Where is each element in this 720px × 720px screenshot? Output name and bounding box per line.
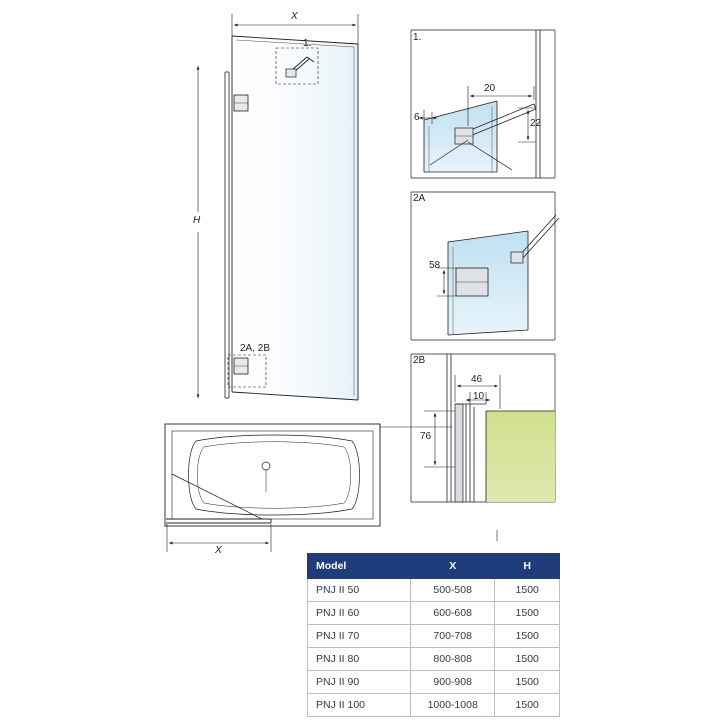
main-hinge-upper: [234, 95, 248, 111]
cell-x: 900-908: [410, 671, 494, 694]
cell-h: 1500: [495, 694, 560, 717]
detail-2a-hinge-plate: [456, 268, 488, 296]
cell-model: PNJ II 80: [308, 648, 411, 671]
cell-x: 800-808: [410, 648, 494, 671]
table-row: [308, 671, 560, 694]
main-callout-2ab-label: 2A, 2B: [240, 343, 271, 354]
table-header-x: X: [410, 554, 494, 579]
detail-2b-dim-10-label: 10: [473, 391, 485, 402]
table-header-model: Model: [308, 554, 411, 579]
main-callout-1-label: 1.: [303, 38, 312, 49]
cell-model: PNJ II 50: [308, 579, 411, 602]
cell-model: PNJ II 90: [308, 671, 411, 694]
cell-h: 1500: [495, 648, 560, 671]
table-row: [308, 625, 560, 648]
cell-x: 500-508: [410, 579, 494, 602]
table-body: [308, 579, 560, 717]
table-row: [308, 694, 560, 717]
cell-model: PNJ II 70: [308, 625, 411, 648]
model-spec-table: [307, 553, 560, 717]
cell-x: 700-708: [410, 625, 494, 648]
cell-model: PNJ II 60: [308, 602, 411, 625]
main-hinge-lower: [234, 358, 248, 374]
plan-dim-x-label: X: [215, 545, 222, 556]
cell-h: 1500: [495, 579, 560, 602]
table-row: [308, 648, 560, 671]
detail-1-dim-22-label: 22: [530, 118, 542, 129]
cell-h: 1500: [495, 671, 560, 694]
plan-drain-icon: [262, 462, 270, 470]
main-dim-x-label: X: [291, 11, 298, 22]
plan-bath-inner: [189, 435, 360, 515]
detail-1-dim-20-label: 20: [484, 83, 496, 94]
cell-x: 600-608: [410, 602, 494, 625]
cell-x: 1000-1008: [410, 694, 494, 717]
cell-h: 1500: [495, 602, 560, 625]
detail-2a-dim-58-label: 58: [429, 260, 441, 271]
table-row: [308, 579, 560, 602]
detail-2b-label: 2B: [413, 355, 426, 366]
detail-2b-dim-76-label: 76: [420, 431, 432, 442]
detail-1-label: 1.: [413, 32, 422, 43]
detail-1-dim-6-label: 6: [414, 112, 420, 123]
main-wall-profile: [225, 72, 229, 398]
detail-2a-label: 2A: [413, 193, 426, 204]
table-row: [308, 602, 560, 625]
cell-h: 1500: [495, 625, 560, 648]
table-header-row: [308, 554, 560, 579]
table-header-h: H: [495, 554, 560, 579]
main-dim-h-label: H: [193, 215, 201, 226]
detail-2b-dim-46-label: 46: [471, 374, 483, 385]
cell-model: PNJ II 100: [308, 694, 411, 717]
